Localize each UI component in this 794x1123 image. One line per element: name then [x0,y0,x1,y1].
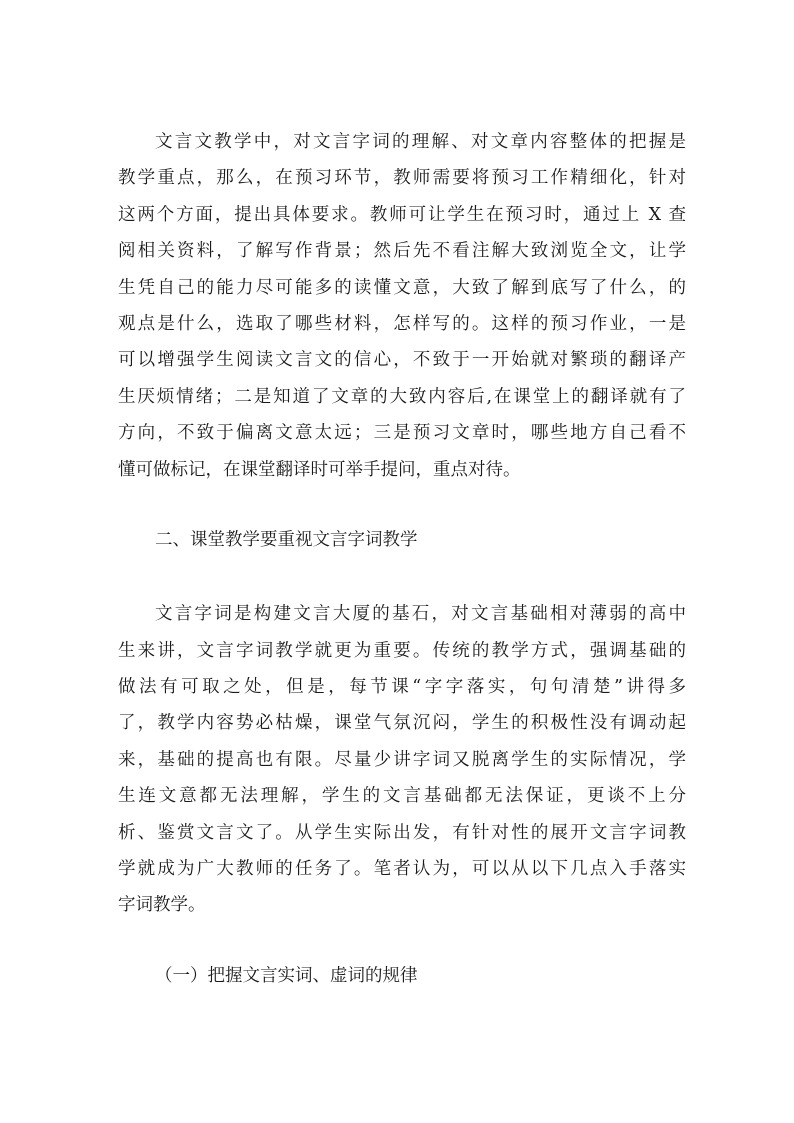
paragraph-preview-requirements [118,124,686,488]
text-line: 观点是什么，选取了哪些材料，怎样写的。这样的预习作业，一是 [118,313,686,334]
text-line: 析、鉴赏文言文了。从学生实际出发，有针对性的展开文言字词教 [118,822,686,843]
document-body [118,124,686,994]
section-heading: 二、课堂教学要重视文言字词教学 [155,529,418,550]
text-line: 阅相关资料，了解写作背景；然后先不看注解大致浏览全文，让学 [118,241,686,262]
text-line: 生凭自己的能力尽可能多的读懂文意，大致了解到底写了什么，的 [118,277,686,298]
subsection-heading: （一）把握文言实词、虚词的规律 [155,965,418,986]
text-line: 字词教学。 [118,895,206,916]
text-line: 教学重点，那么，在预习环节，教师需要将预习工作精细化，针对 [118,168,686,189]
text-line: 做法有可取之处，但是，每节课“字字落实，句句清楚”讲得多 [118,677,686,698]
text-line: 生厌烦情绪；二是知道了文章的大致内容后,在课堂上的翻译就有了 [118,386,686,407]
text-line: 方向，不致于偏离文意太远；三是预习文章时，哪些地方自己看不 [118,423,686,444]
text-line: 生连文意都无法理解，学生的文言基础都无法保证，更谈不上分 [118,786,686,807]
text-line: 文言文教学中，对文言字词的理解、对文章内容整体的把握是 [155,132,686,152]
text-line: 这两个方面，提出具体要求。教师可让学生在预习时，通过上 X 查 [118,204,686,225]
text-line: 来，基础的提高也有限。尽量少讲字词又脱离学生的实际情况，学 [118,749,686,770]
text-line: 文言字词是构建文言大厦的基石，对文言基础相对薄弱的高中 [155,604,686,625]
text-line: 学就成为广大教师的任务了。笔者认为，可以从以下几点入手落实 [118,859,686,880]
text-line: 懂可做标记，在课堂翻译时可举手提问，重点对待。 [118,459,521,480]
text-line: 可以增强学生阅读文言文的信心，不致于一开始就对繁琐的翻译产 [118,350,686,371]
paragraph-vocabulary-teaching [118,596,686,924]
text-line: 生来讲，文言字词教学就更为重要。传统的教学方式，强调基础的 [118,640,686,661]
text-line: 了，教学内容势必枯燥，课堂气氛沉闷，学生的积极性没有调动起 [118,713,686,734]
